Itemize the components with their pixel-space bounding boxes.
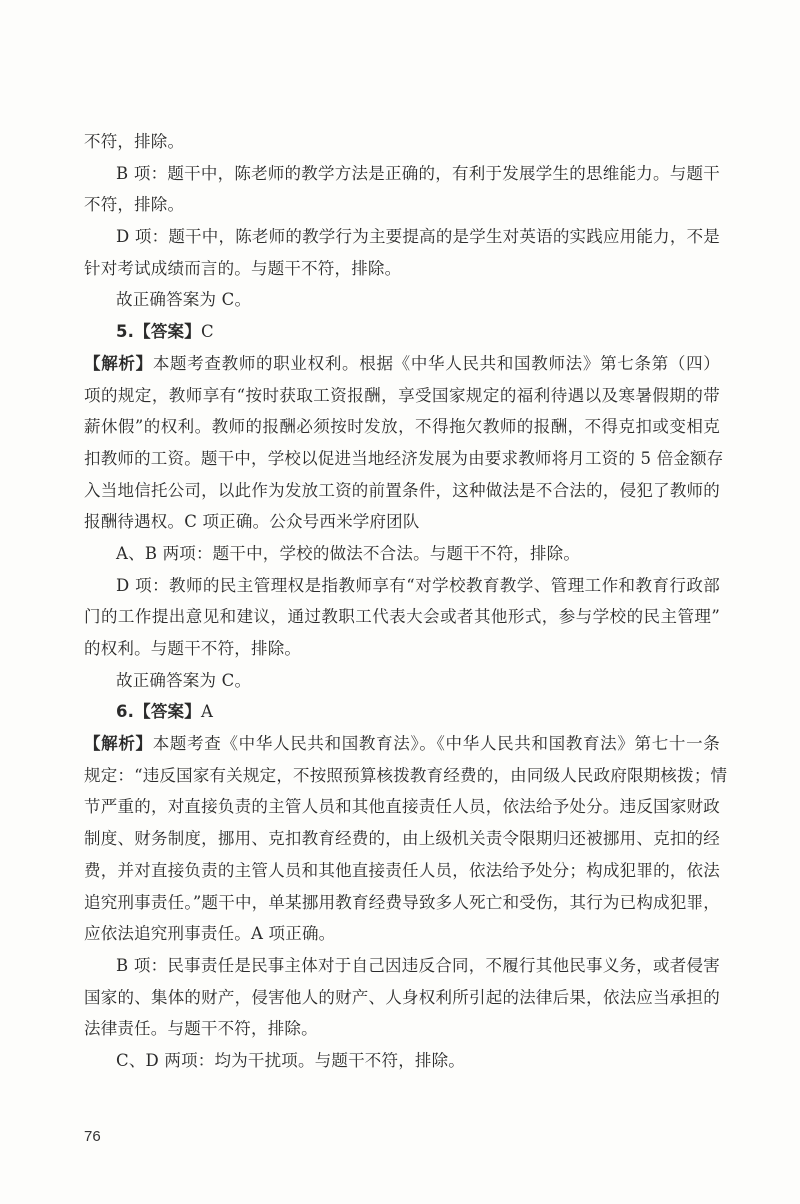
line-text: 本题考查教师的职业权利。根据《中华人民共和国教师法》第七条第（四） [152, 353, 720, 373]
text-line [84, 158, 720, 190]
line-text: 薪休假”的权利。教师的报酬必须按时发放，不得拖欠教师的报酬，不得克扣或变相克 [84, 417, 720, 437]
line-text: 应依法追究刑事责任。A 项正确。 [84, 924, 336, 944]
line-text: 故正确答案为 C。 [116, 670, 252, 690]
text-line [84, 348, 720, 380]
line-text: 节严重的，对直接负责的主管人员和其他直接责任人员，依法给予处分。违反国家财政 [84, 797, 720, 817]
text-line [84, 760, 728, 792]
text-line [84, 253, 720, 285]
text-line [84, 570, 720, 602]
line-text: 制度、财务制度，挪用、克扣教育经费的，由上级机关责令限期归还被挪用、克扣的经 [84, 829, 720, 849]
text-line [84, 887, 720, 919]
line-text: C [200, 322, 214, 342]
text-line [84, 126, 720, 158]
text-line [84, 950, 720, 982]
line-text: 本题考查《中华人民共和国教育法》。《中华人民共和国教育法》第七十一条 [152, 734, 720, 754]
text-line [84, 380, 720, 412]
line-text: 费，并对直接负责的主管人员和其他直接责任人员，依法给予处分；构成犯罪的，依法 [84, 860, 720, 880]
answer-label: 【解析】 [84, 353, 153, 373]
text-line [84, 316, 720, 348]
answer-label: 6.【答案】 [116, 702, 201, 722]
line-text: 入当地信托公司，以此作为发放工资的前置条件，这种做法是不合法的，侵犯了教师的 [84, 480, 720, 500]
line-text: 不符，排除。 [84, 132, 185, 151]
line-text: 不符，排除。 [84, 195, 185, 215]
text-line [84, 665, 720, 697]
line-text: 门的工作提出意见和建议，通过教职工代表大会或者其他形式，参与学校的民主管理” [84, 607, 720, 627]
text-line [84, 1045, 720, 1077]
line-text: 项的规定，教师享有“按时获取工资报酬，享受国家规定的福利待遇以及寒暑假期的带 [84, 385, 720, 405]
text-line [84, 728, 720, 760]
text-line [84, 918, 720, 950]
line-text: 国家的、集体的财产，侵害他人的财产、人身权利所引起的法律后果，依法应当承担的 [84, 987, 720, 1007]
text-line [84, 1013, 720, 1045]
line-text: C、D 两项：均为干扰项。与题干不符，排除。 [116, 1050, 465, 1070]
line-text: 报酬待遇权。C 项正确。公众号西米学府团队 [84, 512, 420, 532]
text-line [84, 443, 724, 475]
text-line [84, 633, 720, 665]
text-line [84, 696, 720, 728]
text-line [84, 823, 720, 855]
text-line [84, 855, 720, 887]
line-text: A [200, 702, 214, 722]
line-text: 的权利。与题干不符，排除。 [84, 639, 302, 658]
text-line [84, 475, 720, 507]
line-text: A、B 两项：题干中，学校的做法不合法。与题干不符，排除。 [116, 543, 581, 563]
line-text: 扣教师的工资。题干中，学校以促进当地经济发展为由要求教师将月工资的 5 倍金额存 [84, 448, 724, 468]
answer-label: 【解析】 [84, 734, 153, 754]
page-number: 76 [84, 1128, 101, 1145]
document-body [84, 126, 728, 1077]
text-line [84, 538, 720, 570]
line-text: B 项：题干中，陈老师的教学方法是正确的，有利于发展学生的思维能力。与题干 [116, 163, 720, 183]
text-line [84, 601, 720, 633]
line-text: D 项：题干中，陈老师的教学行为主要提高的是学生对英语的实践应用能力，不是 [116, 227, 720, 247]
line-text: B 项：民事责任是民事主体对于自己因违反合同，不履行其他民事义务，或者侵害 [116, 955, 720, 975]
line-text: 规定：“违反国家有关规定，不按照预算核拨教育经费的，由同级人民政府限期核拨；情 [84, 765, 728, 785]
text-line [84, 411, 720, 443]
text-line [84, 221, 720, 253]
text-line [84, 506, 720, 538]
line-text: D 项：教师的民主管理权是指教师享有“对学校教育教学、管理工作和教育行政部 [116, 575, 720, 595]
line-text: 故正确答案为 C。 [116, 290, 252, 310]
line-text: 追究刑事责任。”题干中，单某挪用教育经费导致多人死亡和受伤，其行为已构成犯罪， [84, 892, 720, 912]
text-line [84, 791, 720, 823]
line-text: 法律责任。与题干不符，排除。 [84, 1019, 318, 1039]
line-text: 针对考试成绩而言的。与题干不符，排除。 [84, 258, 402, 278]
text-line [84, 284, 720, 316]
answer-label: 5.【答案】 [116, 322, 201, 342]
text-line [84, 189, 720, 221]
text-line [84, 982, 720, 1014]
